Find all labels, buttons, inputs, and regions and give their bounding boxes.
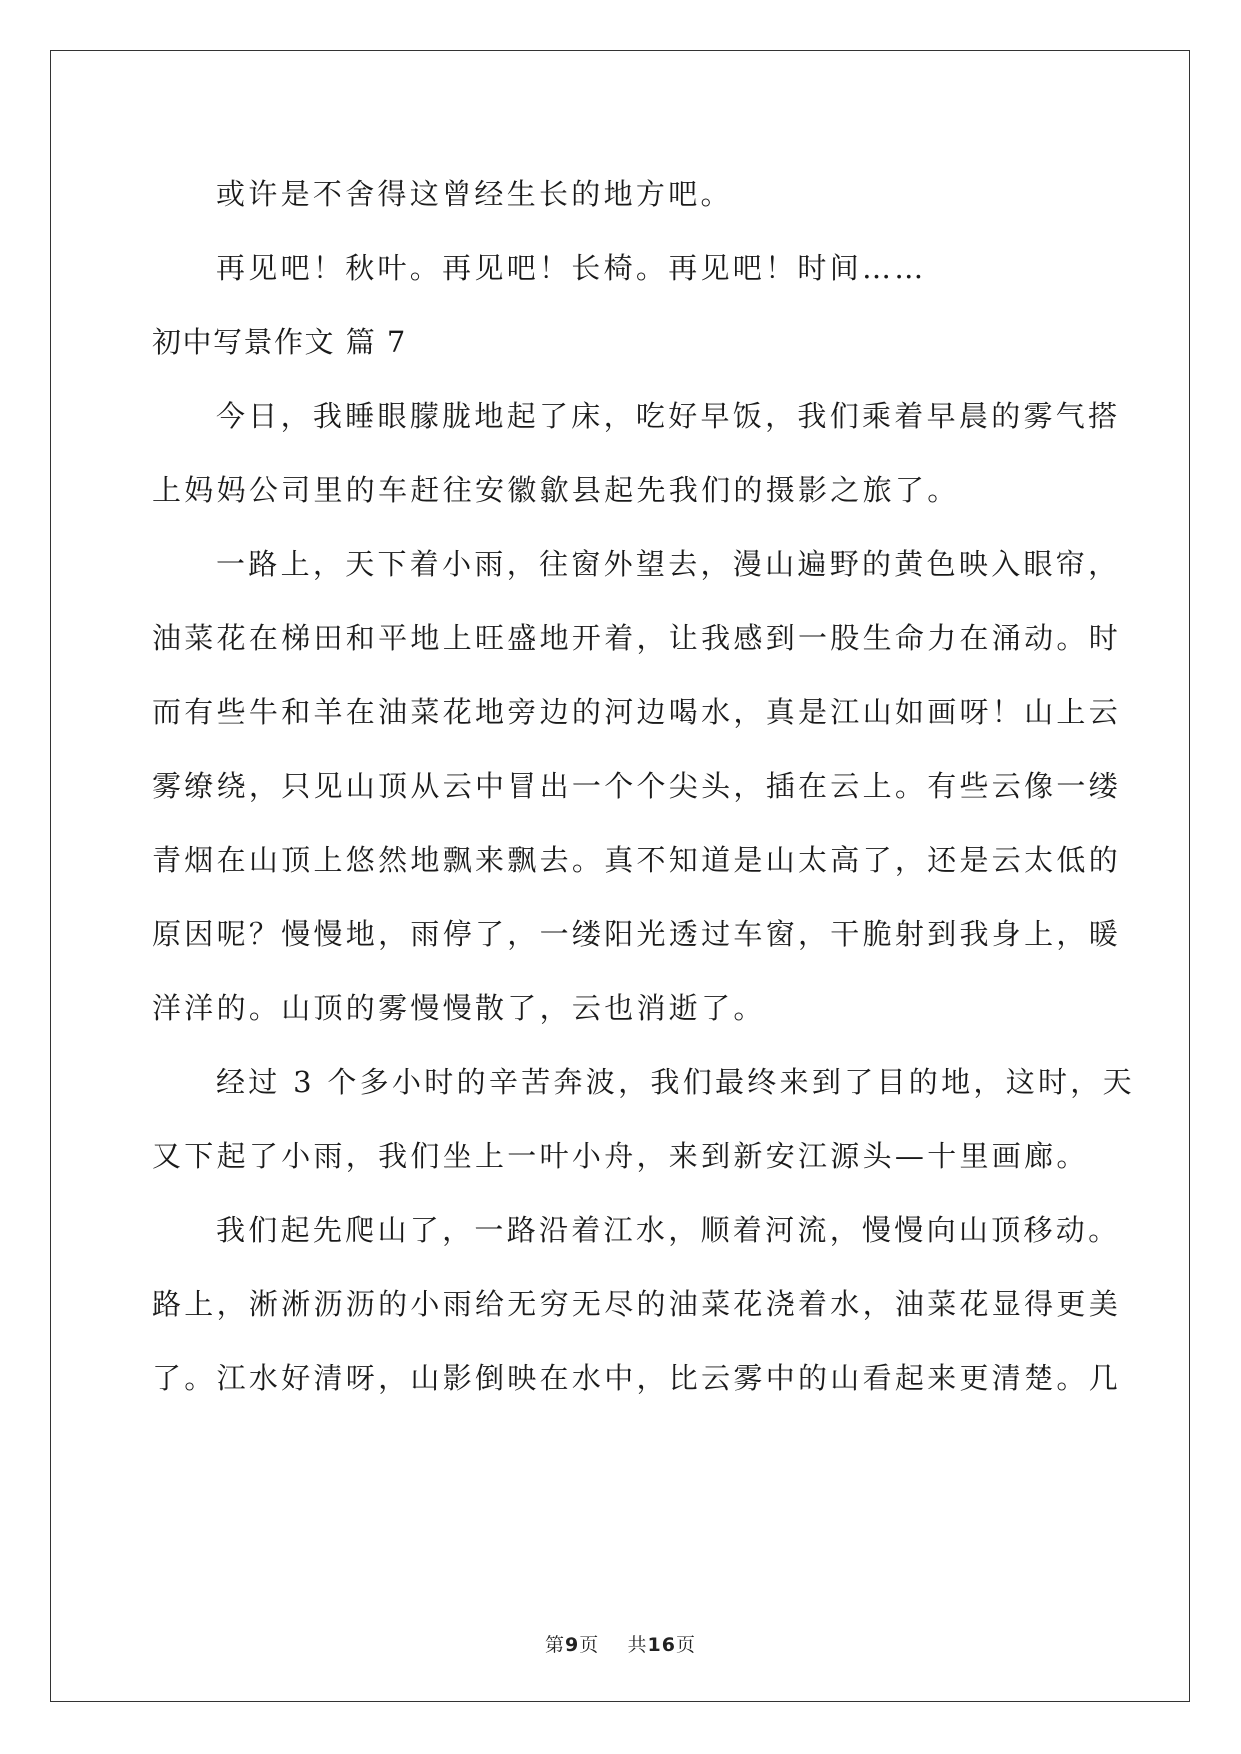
total-page-count: 16	[647, 1634, 676, 1656]
paragraph-line: 原因呢？慢慢地，雨停了，一缕阳光透过车窗，干脆射到我身上，暖	[152, 917, 1122, 951]
footer-total-suffix: 页	[675, 1634, 696, 1656]
paragraph-line: 了。江水好清呀，山影倒映在水中，比云雾中的山看起来更清楚。几	[152, 1361, 1122, 1395]
paragraph-line: 油菜花在梯田和平地上旺盛地开着，让我感到一股生命力在涌动。时	[152, 621, 1122, 655]
paragraph-line: 而有些牛和羊在油菜花地旁边的河边喝水，真是江山如画呀！山上云	[152, 695, 1122, 729]
paragraph-line: 路上，淅淅沥沥的小雨给无穷无尽的油菜花浇着水，油菜花显得更美	[152, 1287, 1122, 1321]
paragraph-line: 一路上，天下着小雨，往窗外望去，漫山遍野的黄色映入眼帘，	[216, 547, 1121, 581]
current-page-number: 9	[565, 1634, 580, 1656]
paragraph-line: 雾缭绕，只见山顶从云中冒出一个个尖头，插在云上。有些云像一缕	[152, 769, 1122, 803]
footer-page-suffix: 页	[579, 1634, 600, 1656]
section-heading: 初中写景作文 篇 7	[152, 325, 407, 359]
paragraph-line: 今日，我睡眼朦胧地起了床，吃好早饭，我们乘着早晨的雾气搭	[216, 399, 1121, 433]
paragraph-line: 洋洋的。山顶的雾慢慢散了，云也消逝了。	[152, 991, 766, 1025]
paragraph-line: 我们起先爬山了，一路沿着江水，顺着河流，慢慢向山顶移动。	[216, 1213, 1121, 1247]
footer-prefix: 第	[545, 1634, 566, 1656]
footer-total-prefix: 共	[627, 1634, 648, 1656]
page-footer	[0, 1630, 1241, 1657]
paragraph-line: 经过 3 个多小时的辛苦奔波，我们最终来到了目的地，这时，天	[216, 1065, 1135, 1099]
paragraph-line: 青烟在山顶上悠然地飘来飘去。真不知道是山太高了，还是云太低的	[152, 843, 1122, 877]
paragraph-line: 上妈妈公司里的车赶往安徽歙县起先我们的摄影之旅了。	[152, 473, 960, 507]
document-body	[152, 166, 1135, 1424]
paragraph-line: 又下起了小雨，我们坐上一叶小舟，来到新安江源头—十里画廊。	[152, 1139, 1089, 1173]
paragraph-line: 再见吧！秋叶。再见吧！长椅。再见吧！时间……	[216, 251, 927, 285]
paragraph-line: 或许是不舍得这曾经生长的地方吧。	[216, 177, 733, 211]
